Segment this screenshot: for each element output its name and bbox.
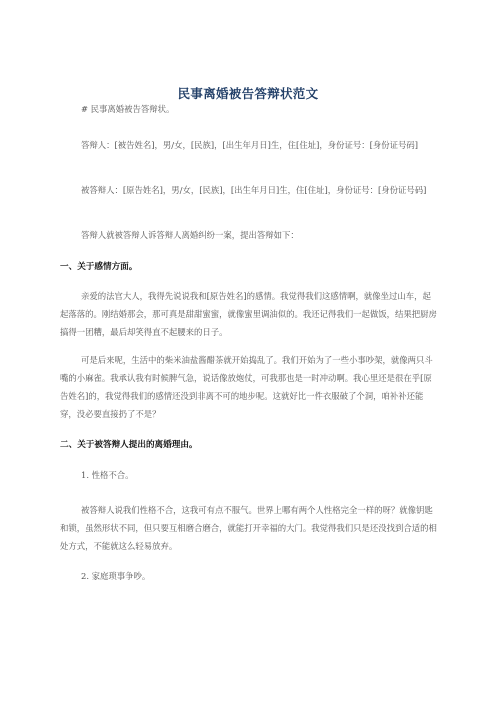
item2-label: 2. 家庭琐事争吵。: [81, 571, 151, 581]
section2-heading: 二、关于被答辩人提出的离婚理由。: [60, 440, 198, 450]
intro-line: # 民事离婚被告答辩状。: [81, 104, 175, 114]
item1-paragraph: 被答辩人说我们性格不合，这我可有点不服气。世界上哪有两个人性格完全一样的呀？就像钥匙和锁，虽然形状不同，但只要互相磨合磨合，就能打开幸福的大门。我觉得我们只是还没找到合适的相处方式，不能就这么轻易放弃。: [60, 505, 437, 551]
section1-paragraph-2: 可是后来呢，生活中的柴米油盐酱醋茶就开始捣乱了。我们开始为了一些小事吵架，就像两只斗嘴的小麻雀。我承认我有时候脾气急，说话像放炮仗，可我那也是一时冲动啊。我心里还是很在乎[原告姓名]的，我觉得我们的感情还没到非离不可的地步呢。这就好比一件衣服破了个洞，咱补补还能穿，没必要直接扔了不是？: [60, 355, 433, 419]
document-title: 民事离婚被告答辩状范文: [177, 86, 319, 101]
section1-paragraph-1: 亲爱的法官大人，我得先说说我和[原告姓名]的感情。我觉得我们这感情啊，就像坐过山车，起起落落的。刚结婚那会，那可真是甜甜蜜蜜，就像蜜里调油似的。我还记得我们一起做饭，结果把厨房搞得一团糟，最后却笑得直不起腰来的日子。: [60, 291, 437, 337]
section1-heading: 一、关于感情方面。: [60, 262, 138, 272]
statement-line: 答辩人就被答辩人诉答辩人离婚纠纷一案，提出答辩如下：: [81, 230, 299, 240]
respondent-info: 答辩人：[被告姓名]，男/女，[民族]，[出生年月日]生，住[住址]，身份证号：[身份证号码]: [81, 140, 418, 150]
item1-label: 1. 性格不合。: [81, 470, 134, 480]
petitioner-info: 被答辩人：[原告姓名]，男/女，[民族]，[出生年月日]生，住[住址]，身份证号：[身份证号码]: [81, 185, 427, 195]
